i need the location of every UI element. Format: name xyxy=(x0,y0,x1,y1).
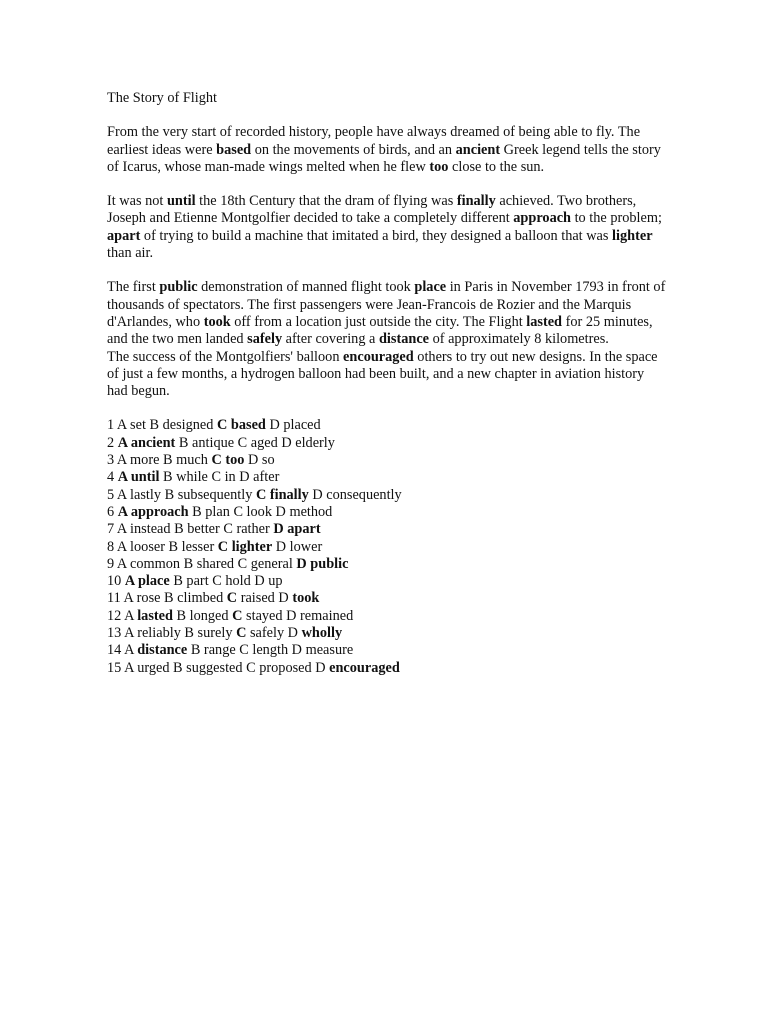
answer-item-7 xyxy=(107,521,667,538)
bold-answer-word: took xyxy=(292,590,320,607)
bold-answer-word: apart xyxy=(107,227,141,244)
text-run: stayed D remained xyxy=(242,607,354,624)
text-run: 10 xyxy=(107,573,125,590)
text-run: 4 xyxy=(107,469,118,486)
bold-answer-word: distance xyxy=(137,642,188,659)
text-run: D consequently xyxy=(308,486,402,503)
text-run: B plan C look D method xyxy=(188,503,333,520)
bold-answer-word: distance xyxy=(378,331,430,348)
text-run: 6 xyxy=(107,503,118,520)
paragraph-3 xyxy=(107,279,667,348)
bold-answer-word: C too xyxy=(211,452,245,469)
text-run: 2 xyxy=(107,434,118,451)
bold-answer-word: lasted xyxy=(137,607,173,624)
text-run: for 25 minutes, and the two men landed xyxy=(107,313,653,348)
answer-item-6 xyxy=(107,504,667,521)
bold-answer-word: place xyxy=(414,279,447,296)
bold-answer-word: public xyxy=(159,279,198,296)
answer-item-15 xyxy=(107,660,667,677)
bold-answer-word: D apart xyxy=(273,521,321,538)
text-run: 11 A rose B climbed xyxy=(107,590,227,607)
answer-item-3 xyxy=(107,452,667,469)
answer-item-13 xyxy=(107,625,667,642)
text-run: 15 A urged B suggested C proposed D xyxy=(107,659,330,676)
bold-answer-word: took xyxy=(203,313,231,330)
answer-item-11 xyxy=(107,590,667,607)
answer-item-9 xyxy=(107,556,667,573)
text-run: others to try out new designs. In the space of just a few months, a hydrogen balloon had been built, and a new chapter in aviation history had begun. xyxy=(107,348,658,400)
bold-answer-word: C based xyxy=(217,417,266,434)
bold-answer-word: A ancient xyxy=(117,434,176,451)
bold-answer-word: until xyxy=(166,193,196,210)
paragraph-2 xyxy=(107,193,667,262)
text-run: 1 A set B designed xyxy=(107,417,218,434)
answer-item-14 xyxy=(107,642,667,659)
bold-answer-word: D public xyxy=(296,555,349,572)
bold-answer-word: C lighter xyxy=(217,538,273,555)
bold-answer-word: lighter xyxy=(612,227,653,244)
answer-item-1 xyxy=(107,417,667,434)
bold-answer-word: A approach xyxy=(117,503,189,520)
answer-item-5 xyxy=(107,487,667,504)
paragraph-1 xyxy=(107,124,667,176)
text-run: D placed xyxy=(265,417,321,434)
text-run: The first xyxy=(107,279,160,296)
text-run: Greek legend tells the story of Icarus, whose man-made wings melted when he flew xyxy=(107,141,661,175)
answer-item-8 xyxy=(107,539,667,556)
text-run: B range C length D measure xyxy=(187,642,354,659)
bold-answer-word: C finally xyxy=(255,486,309,503)
text-run: From the very start of recorded history, people have always dreamed of being able to fly. The earliest ideas were xyxy=(107,124,641,158)
text-run: 8 A looser B lesser xyxy=(107,538,218,555)
bold-answer-word: ancient xyxy=(455,141,501,158)
text-run: on the movements of birds, and an xyxy=(251,141,456,158)
text-run: B part C hold D up xyxy=(169,573,283,590)
bold-answer-word: C xyxy=(236,625,247,642)
text-run: The success of the Montgolfiers' balloon xyxy=(107,348,344,365)
bold-answer-word: A until xyxy=(117,469,160,486)
text-run: D so xyxy=(244,452,275,469)
answer-key-list xyxy=(107,417,667,676)
text-run: B antique C aged D elderly xyxy=(175,434,335,451)
text-run: the 18th Century that the dram of flying was xyxy=(195,193,457,210)
text-run: D lower xyxy=(272,538,323,555)
text-run: 13 A reliably B surely xyxy=(107,625,237,642)
text-run: It was not xyxy=(107,193,167,210)
document-title: The Story of Flight xyxy=(107,90,218,106)
text-run: 7 A instead B better C rather xyxy=(107,521,274,538)
text-run: than air. xyxy=(107,245,154,262)
bold-answer-word: safely xyxy=(247,331,283,348)
answer-item-4 xyxy=(107,469,667,486)
bold-answer-word: too xyxy=(429,158,449,175)
text-run: raised D xyxy=(237,590,293,607)
text-run: 9 A common B shared C general xyxy=(107,555,297,572)
text-run: to the problem; xyxy=(571,210,662,227)
text-run: close to the sun. xyxy=(448,158,545,175)
text-run: achieved. Two brothers, Joseph and Etienne Montgolfier decided to take a completely different xyxy=(107,193,637,227)
bold-answer-word: encouraged xyxy=(329,659,400,676)
text-run: in Paris in November 1793 in front of thousands of spectators. The first passengers were Jean-Francois de Rozier and the Marquis d'Arlandes, who xyxy=(107,279,666,330)
answer-item-2 xyxy=(107,435,667,452)
bold-answer-word: based xyxy=(216,141,252,158)
text-run: after covering a xyxy=(282,331,379,348)
bold-answer-word: approach xyxy=(513,210,572,227)
bold-answer-word: C xyxy=(232,607,243,624)
document-page xyxy=(107,90,667,677)
text-run: of trying to build a machine that imitated a bird, they designed a balloon that was xyxy=(140,227,613,244)
text-run: demonstration of manned flight took xyxy=(197,279,415,296)
bold-answer-word: A place xyxy=(124,573,170,590)
text-run: 5 A lastly B subsequently xyxy=(107,486,256,503)
text-run: B longed xyxy=(172,607,233,624)
bold-answer-word: wholly xyxy=(301,625,343,642)
text-run: 14 A xyxy=(107,642,138,659)
bold-answer-word: finally xyxy=(456,193,496,210)
text-run: 3 A more B much xyxy=(107,452,212,469)
text-run: safely D xyxy=(246,625,302,642)
bold-answer-word: encouraged xyxy=(343,348,414,365)
text-run: off from a location just outside the city. The Flight xyxy=(230,313,527,330)
text-run: of approximately 8 kilometres. xyxy=(429,331,609,348)
text-run: 12 A xyxy=(107,607,138,624)
answer-item-10 xyxy=(107,573,667,590)
answer-item-12 xyxy=(107,608,667,625)
text-run: B while C in D after xyxy=(159,469,280,486)
paragraph-4 xyxy=(107,349,667,401)
bold-answer-word: lasted xyxy=(526,313,563,330)
bold-answer-word: C xyxy=(226,590,238,607)
